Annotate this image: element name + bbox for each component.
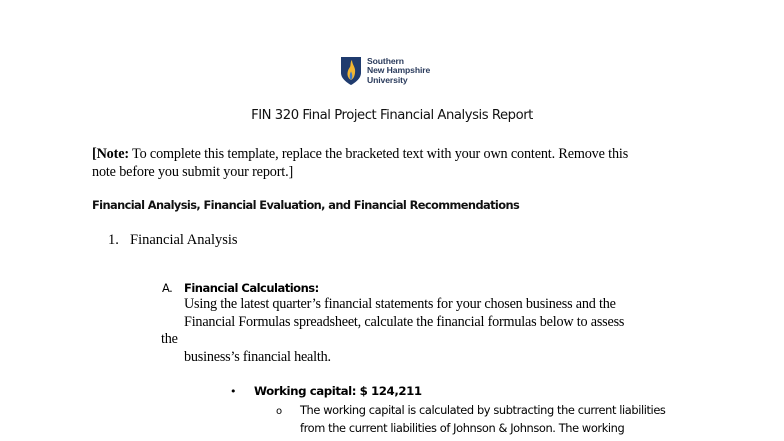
list-item-financial-analysis [108,232,238,249]
sub-item-label: Financial Calculations: [184,281,319,295]
sub-bullet-text: The working capital is calculated by subtracting the current liabilities [300,403,666,417]
logo-line-1: Southern [367,56,404,67]
para-line-4: business’s financial health. [184,349,331,365]
template-note [92,145,712,181]
para-line-2: Financial Formulas spreadsheet, calculate the financial formulas below to assess [184,314,625,330]
bullet-value: $ 124,211 [355,384,422,398]
sub-bullet-circle-icon: o [276,406,282,417]
note-label: [Note: [92,146,129,162]
bullet-label: Working capital: [254,384,356,398]
sub-item-financial-calculations [162,281,319,295]
sub-bullet-continuation [276,421,624,435]
note-line-1: To complete this template, replace the bracketed text with your own content. Remove this [128,146,629,162]
sub-bullet-1 [276,403,665,417]
bullet-dot-icon: • [230,385,237,398]
shield-flame-icon [340,56,362,86]
snhu-logo [340,55,430,87]
list-label: Financial Analysis [130,232,238,248]
section-heading: Financial Analysis, Financial Evaluation, and Financial Recommendations [92,198,520,212]
logo-line-3: University [367,74,408,85]
sub-bullet-text-2: from the current liabilities of Johnson & Johnson. The working [300,421,625,435]
logo-wordmark [367,57,430,85]
bullet-working-capital [230,384,422,398]
note-line-2: note before you submit your report.] [92,164,294,180]
logo-line-2: New Hampshire [367,65,431,76]
para-line-1: Using the latest quarter’s financial statements for your chosen business and the [184,296,616,312]
page-title: FIN 320 Final Project Financial Analysis Report [251,108,533,123]
list-number: 1. [108,232,119,248]
sub-item-letter: A. [162,281,173,295]
para-line-3: the [161,331,178,347]
